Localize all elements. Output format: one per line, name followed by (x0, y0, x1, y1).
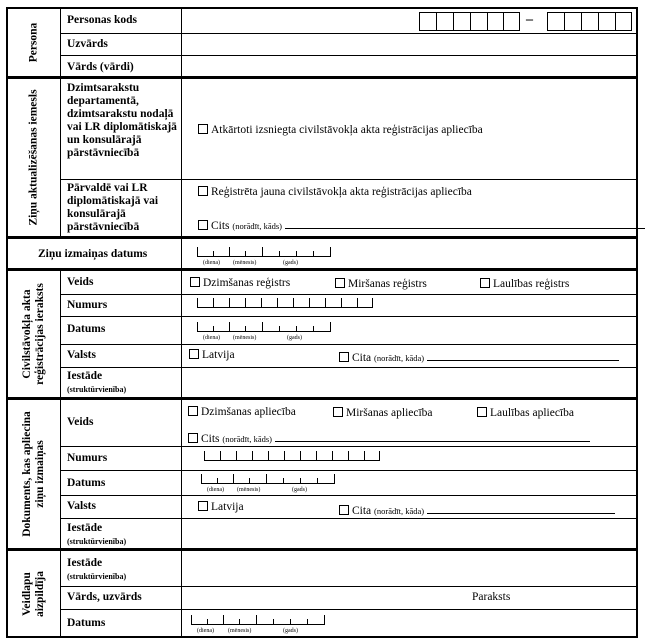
office-label: Pārvaldē vai LR diplomātiskajā vai konsulārajā pārstāvniecībā (67, 182, 159, 233)
new-cert-option[interactable]: Reģistrēta jauna civilstāvokļa akta reģistrācijas apliecība (198, 186, 472, 199)
repeat-cert-checkbox[interactable] (198, 124, 208, 134)
filler-section-title: Veidlapu aizpildīja (20, 570, 46, 617)
civil-other-country-line (427, 350, 619, 361)
civil-country-label: Valsts (67, 349, 96, 361)
doc-other-line (275, 431, 590, 442)
signature-label: Paraksts (472, 591, 511, 603)
doc-other-country-line (427, 503, 615, 514)
doc-death-option[interactable]: Miršanas apliecība (333, 407, 433, 420)
other-reason-line (285, 218, 645, 229)
repeat-cert-option[interactable]: Atkārtoti izsniegta civilstāvokļa akta reģistrācijas apliecība (198, 124, 483, 137)
civil-latvia-option[interactable]: Latvija (189, 349, 235, 362)
filler-date-month-caption: (mēnesis) (228, 628, 252, 634)
doc-institution-label: Iestāde (struktūrvienība) (67, 522, 127, 546)
names-label: Vārds (vārdi) (67, 61, 134, 73)
doc-date-year-caption: (gads) (292, 487, 307, 493)
doc-date-field[interactable] (201, 474, 335, 484)
civil-number-field[interactable] (197, 298, 373, 308)
doc-birth-option[interactable]: Dzimšanas apliecība (188, 406, 296, 419)
change-date-year-caption: (gads) (283, 260, 298, 266)
civil-other-country-option[interactable]: Cita (norādīt, kāda) (339, 350, 619, 365)
dept-label: Dzimtsarakstu departamentā, dzimtsarakstu nodaļā vai LR diplomātiskajā un konsulārajā pārstāvniecībā (67, 82, 177, 159)
change-date-day-caption: (diena) (203, 260, 220, 266)
civil-institution-label: Iestāde (struktūrvienība) (67, 370, 127, 394)
doc-marriage-checkbox[interactable] (477, 407, 487, 417)
doc-country-label: Valsts (67, 500, 96, 512)
civil-date-year-caption: (gads) (287, 335, 302, 341)
filler-date-day-caption: (diena) (197, 628, 214, 634)
personal-code-part2[interactable] (547, 12, 632, 31)
doc-birth-checkbox[interactable] (188, 406, 198, 416)
civil-other-country-checkbox[interactable] (339, 352, 349, 362)
doc-date-label: Datums (67, 477, 106, 489)
filler-name-label: Vārds, uzvārds (67, 591, 142, 603)
doc-other-country-checkbox[interactable] (339, 505, 349, 515)
update-reason-title: Ziņu aktualizēšanas iemesls (27, 89, 40, 226)
doc-date-month-caption: (mēnesis) (237, 487, 261, 493)
civil-death-option[interactable]: Miršanas reģistrs (335, 278, 427, 291)
doc-marriage-option[interactable]: Laulības apliecība (477, 407, 574, 420)
other-reason-checkbox[interactable] (198, 220, 208, 230)
filler-date-label: Datums (67, 617, 106, 629)
doc-other-checkbox[interactable] (188, 433, 198, 443)
civil-death-checkbox[interactable] (335, 278, 345, 288)
doc-other-country-option[interactable]: Cita (norādīt, kāda) (339, 503, 615, 518)
civil-date-label: Datums (67, 323, 106, 335)
civil-type-label: Veids (67, 276, 94, 288)
doc-latvia-option[interactable]: Latvija (198, 501, 244, 514)
doc-number-field[interactable] (204, 451, 380, 461)
personal-code-label: Personas kods (67, 14, 137, 26)
doc-number-label: Numurs (67, 452, 108, 464)
civil-birth-checkbox[interactable] (190, 277, 200, 287)
civil-date-field[interactable] (197, 322, 331, 332)
civil-birth-option[interactable]: Dzimšanas reģistrs (190, 277, 290, 290)
civil-number-label: Numurs (67, 299, 108, 311)
civil-marriage-checkbox[interactable] (480, 278, 490, 288)
civil-marriage-option[interactable]: Laulības reģistrs (480, 278, 569, 291)
civil-date-month-caption: (mēnesis) (233, 335, 257, 341)
civil-latvia-checkbox[interactable] (189, 349, 199, 359)
persona-section-title: Persona (27, 22, 40, 63)
other-reason-option[interactable]: Cits (norādīt, kāds) (198, 218, 645, 233)
doc-latvia-checkbox[interactable] (198, 501, 208, 511)
change-date-month-caption: (mēnesis) (233, 260, 257, 266)
doc-type-label: Veids (67, 416, 94, 428)
doc-date-day-caption: (diena) (207, 487, 224, 493)
surname-label: Uzvārds (67, 38, 108, 50)
filler-date-field[interactable] (191, 615, 325, 625)
change-date-field[interactable] (197, 247, 331, 257)
filler-institution-label: Iestāde (struktūrvienība) (67, 557, 127, 581)
new-cert-checkbox[interactable] (198, 186, 208, 196)
doc-death-checkbox[interactable] (333, 407, 343, 417)
change-date-label: Ziņu izmaiņas datums (38, 248, 148, 260)
document-section-title: Dokuments, kas apliecina ziņu izmaiņas (21, 411, 46, 537)
filler-date-year-caption: (gads) (283, 628, 298, 634)
civil-date-day-caption: (diena) (203, 335, 220, 341)
civil-record-title: Civilstāvokļa akta reģistrācijas ieraksts (21, 283, 47, 385)
doc-other-option[interactable]: Cits (norādīt, kāds) (188, 431, 590, 446)
code-separator: – (526, 12, 533, 27)
